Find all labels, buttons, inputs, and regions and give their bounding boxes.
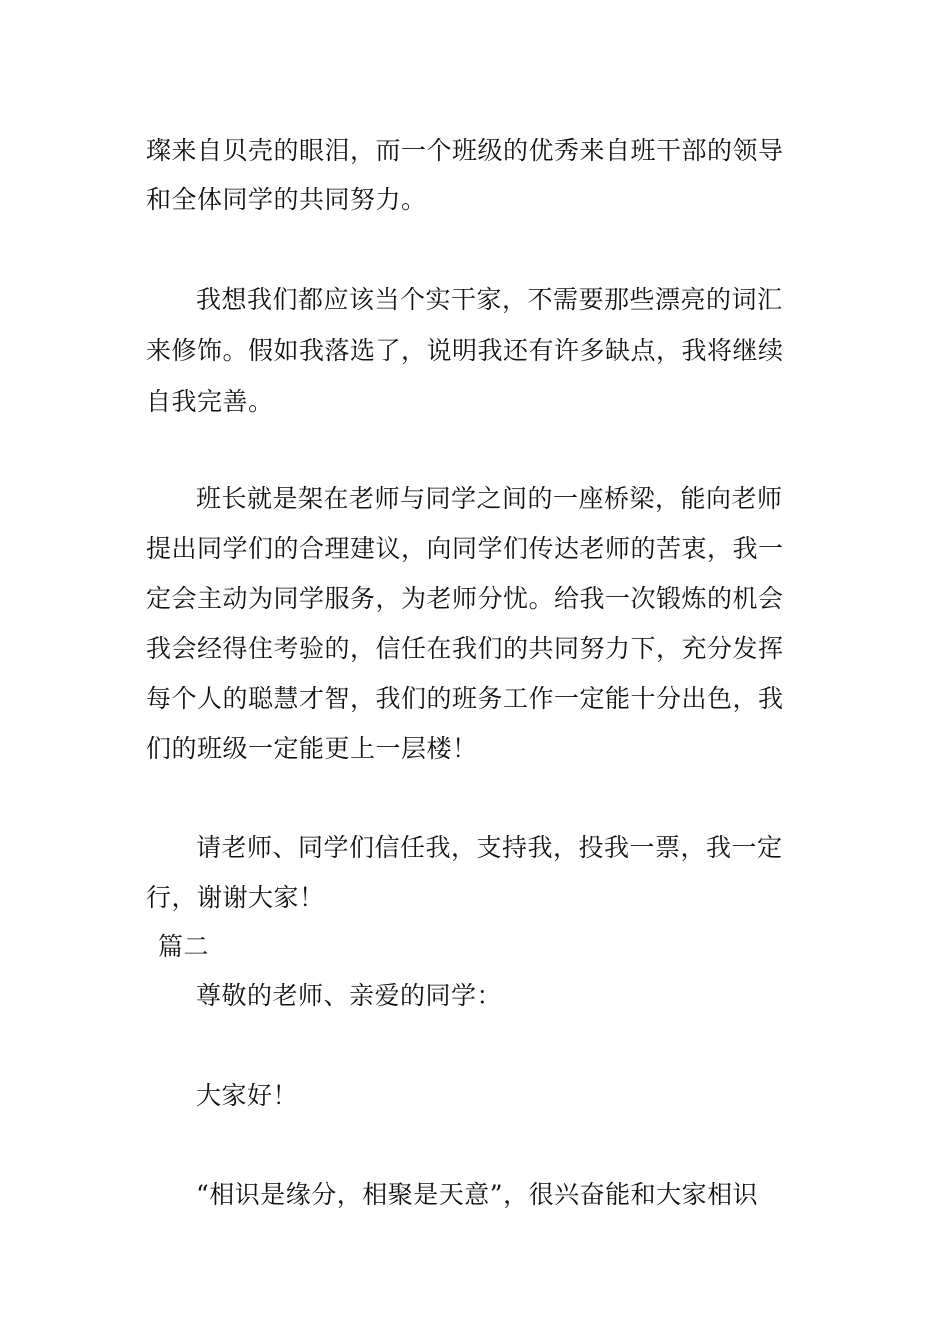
salutation: 尊敬的老师、亲爱的同学： <box>196 981 503 1010</box>
paragraph-line: “相识是缘分，相聚是天意”，很兴奋能和大家相识 <box>196 1180 759 1209</box>
section-heading: 篇二 <box>158 932 210 961</box>
paragraph-line: 自我完善。 <box>146 387 274 416</box>
greeting: 大家好！ <box>196 1081 299 1110</box>
paragraph-line: 班长就是架在老师与同学之间的一座桥梁，能向老师 <box>196 484 783 513</box>
paragraph-line: 来修饰。假如我落选了，说明我还有许多缺点，我将继续 <box>146 336 784 365</box>
paragraph-line: 提出同学们的合理建议，向同学们传达老师的苦衷，我一 <box>146 534 784 563</box>
paragraph-line: 璨来自贝壳的眼泪，而一个班级的优秀来自班干部的领导 <box>146 136 784 165</box>
paragraph-line: 定会主动为同学服务，为老师分忧。给我一次锻炼的机会 <box>146 584 784 613</box>
paragraph-line: 我会经得住考验的，信任在我们的共同努力下，充分发挥 <box>146 634 784 663</box>
paragraph-line: 我想我们都应该当个实干家，不需要那些漂亮的词汇 <box>196 285 783 314</box>
paragraph-line: 每个人的聪慧才智，我们的班务工作一定能十分出色，我 <box>146 684 784 713</box>
paragraph-line: 请老师、同学们信任我，支持我，投我一票，我一定 <box>196 833 783 862</box>
paragraph-line: 行，谢谢大家！ <box>146 883 325 912</box>
paragraph-line: 和全体同学的共同努力。 <box>146 185 427 214</box>
paragraph-line: 们的班级一定能更上一层楼！ <box>146 734 478 763</box>
